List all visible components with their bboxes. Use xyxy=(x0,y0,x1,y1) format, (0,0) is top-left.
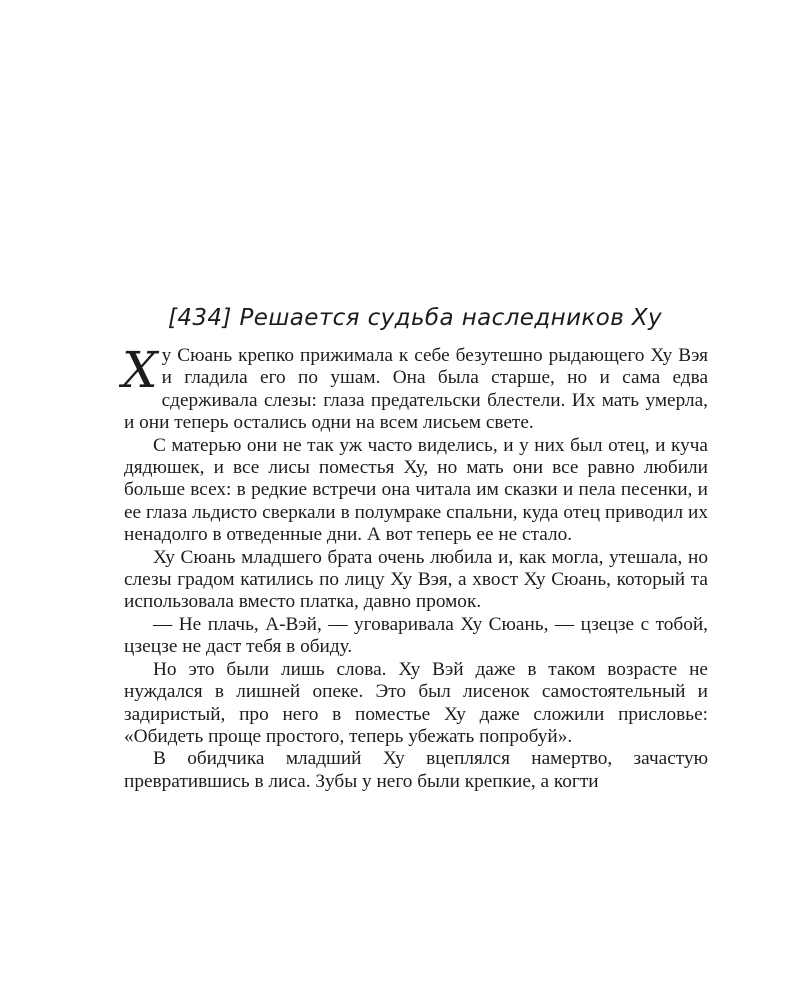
paragraph-1 xyxy=(122,341,708,435)
paragraph-4-dialogue: — Не плачь, А-Вэй, — уговаривала Ху Сюань, — цзецзе с тобой, цзецзе не даст тебя в обиду. xyxy=(124,613,708,658)
chapter-body xyxy=(122,341,708,793)
paragraph-6: В обидчика младший Ху вцеплялся намертво, зачастую превратившись в лиса. Зубы у него были крепкие, а когти xyxy=(124,748,708,792)
paragraph-5: Но это были лишь слова. Ху Вэй даже в таком возрасте не нуждался в лишней опеке. Это был лисенок самостоятельный и задиристый, про него в поместье Ху даже сложили присловье: «Обидеть проще простого, теперь убежать попробуй». xyxy=(124,658,708,747)
paragraph-2: С матерью они не так уж часто виделись, и у них был отец, и куча дядюшек, и все лисы поместья Ху, но мать они все равно любили больше всех: в редкие встречи она читала им сказки и пела песенки, и ее глаза льдисто сверкали в полумраке спальни, куда отец приводил их ненадолго в отведенные дни. А вот теперь ее не стало. xyxy=(124,434,708,546)
drop-cap-letter: Х xyxy=(122,341,158,399)
paragraph-1-text: у Сюань крепко прижимала к себе безутешно рыдающего Ху Вэя и гладила его по ушам. Она была старше, но и сама едва сдерживала слезы: глаза предательски блестели. Их мать умерла, и они теперь остались одни на всем лисьем свете. xyxy=(124,345,708,434)
paragraph-3: Ху Сюань младшего брата очень любила и, как могла, утешала, но слезы градом катились по лицу Ху Вэя, а хвост Ху Сюань, который та использовала вместо платка, давно промок. xyxy=(124,546,708,613)
chapter-title: [434] Решается судьба наследников Ху xyxy=(167,305,663,331)
